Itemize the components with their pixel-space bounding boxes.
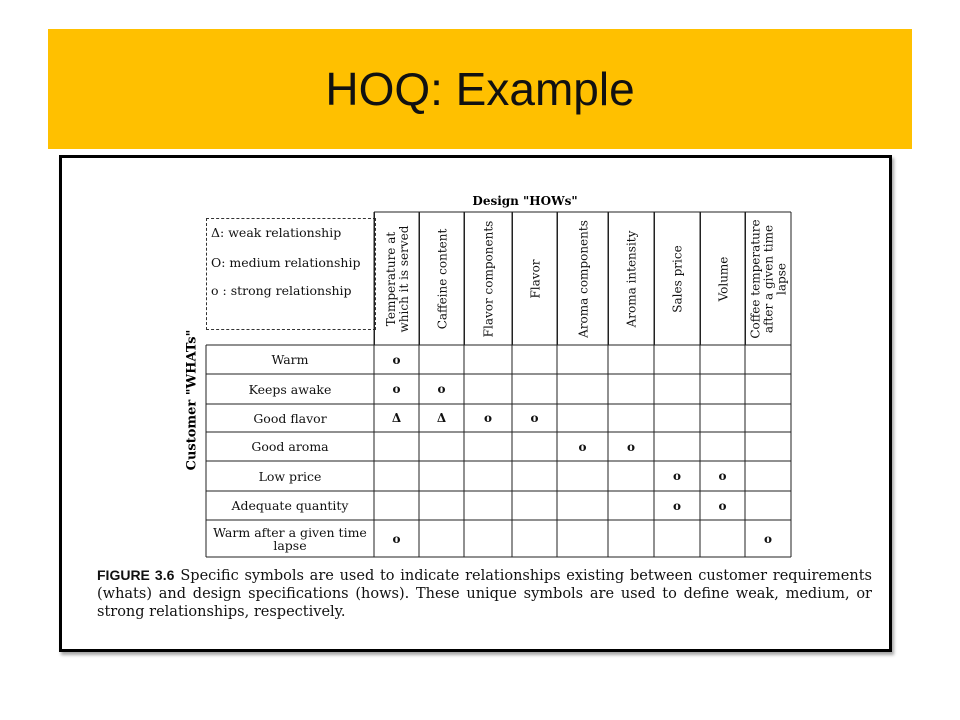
- legend-strong: o : strong relationship: [211, 283, 352, 298]
- column-header-label: Coffee temperature after a given time lapse: [748, 218, 789, 339]
- strong-relationship-icon: o: [392, 531, 401, 546]
- caption-label: FIGURE 3.6: [97, 567, 175, 583]
- strong-relationship-icon: o: [718, 498, 727, 513]
- figure-caption: [97, 566, 872, 621]
- triangle-icon: Δ: [211, 225, 221, 240]
- column-header-label: Sales price: [670, 244, 685, 313]
- weak-relationship-icon: Δ: [436, 411, 447, 425]
- column-header-label: Flavor: [528, 258, 542, 299]
- strong-relationship-icon: o: [626, 439, 636, 454]
- row-label: Good aroma: [251, 439, 329, 454]
- strong-relationship-icon: o: [483, 411, 493, 425]
- row-label: Good flavor: [253, 410, 327, 426]
- column-header-label: Caffeine content: [435, 228, 449, 329]
- strong-relationship-icon: o: [392, 382, 401, 396]
- strong-relationship-icon: o: [672, 469, 682, 483]
- row-label: Adequate quantity: [231, 498, 349, 513]
- column-header-label: Volume: [716, 256, 730, 301]
- strong-relationship-icon: o: [392, 352, 401, 367]
- caption-text: Specific symbols are used to indicate relationships existing between customer requirements (whats) and design specifications (hows). These unique symbols are used to define weak, medium, or strong relationships, respectively.: [97, 568, 872, 620]
- column-header-label: Temperature at which it is served: [383, 225, 411, 332]
- strong-relationship-icon: o: [718, 469, 727, 483]
- strong-relationship-icon: o: [578, 439, 587, 454]
- strong-relationship-icon: o: [672, 498, 682, 513]
- weak-relationship-icon: Δ: [391, 411, 402, 425]
- column-header-label: Aroma components: [576, 219, 590, 338]
- strong-relationship-icon: o: [763, 531, 773, 546]
- strong-relationship-icon: o: [437, 382, 446, 396]
- strong-relationship-icon: o: [530, 411, 539, 425]
- legend-weak: Δ: weak relationship: [211, 225, 342, 240]
- circle-small-icon: o: [211, 283, 219, 298]
- column-header-label: Aroma intensity: [624, 230, 639, 327]
- slide-title: HOQ: Example: [325, 63, 635, 115]
- circle-open-icon: O: [211, 255, 222, 270]
- row-label: Warm: [271, 352, 309, 367]
- legend-medium: O: medium relationship: [211, 255, 361, 270]
- row-label: Warm after a given time lapse: [213, 524, 367, 553]
- whats-title: Customer "WHATs": [184, 329, 200, 471]
- column-header-label: Flavor components: [481, 220, 496, 337]
- row-label: Low price: [258, 468, 322, 484]
- row-label: Keeps awake: [248, 381, 332, 397]
- hows-title: Design "HOWs": [472, 194, 578, 208]
